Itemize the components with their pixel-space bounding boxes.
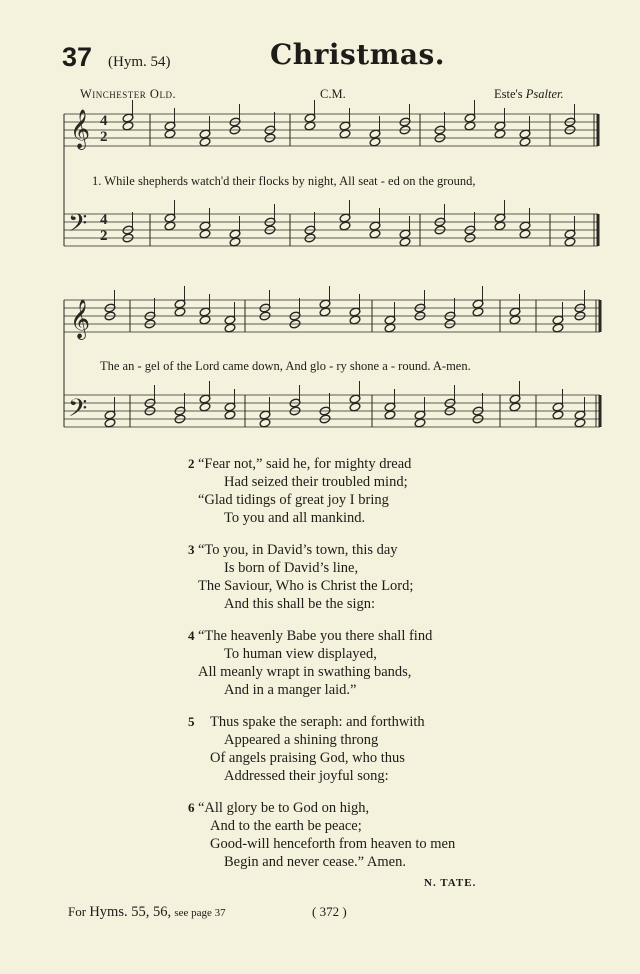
lyric-line-2: The an - gel of the Lord came down, And glo - ry shone a - round. A-men. [100, 359, 471, 373]
svg-text:𝄞: 𝄞 [70, 299, 91, 339]
verse [188, 455, 455, 527]
footer-note: For Hyms. 55, 56, see page 37 [68, 904, 226, 920]
verse-line: Addressed their joyful song: [224, 768, 389, 784]
verse-line: And in a manger laid.” [224, 682, 357, 698]
verse-number: 2 [188, 456, 195, 471]
verse-line: The Saviour, Who is Christ the Lord; [198, 578, 414, 594]
verse-line: And this shall be the sign: [224, 596, 376, 612]
verse-line: And to the earth be peace; [210, 818, 362, 834]
verse-line: Is born of David’s line, [224, 560, 359, 576]
tune-source: Este's Psalter. [494, 87, 564, 101]
svg-text:𝄢: 𝄢 [68, 394, 88, 429]
meter: C.M. [320, 87, 346, 101]
svg-text:𝄢: 𝄢 [68, 209, 88, 244]
verse-number: 5 [188, 714, 195, 729]
verse-line: To you and all mankind. [224, 510, 366, 526]
alt-hymn-number: (Hym. 54) [108, 54, 171, 70]
verse [188, 627, 455, 699]
verse-line: Had seized their troubled mind; [224, 474, 408, 490]
page-number: ( 372 ) [312, 904, 347, 919]
verse-line: Appeared a shining throng [224, 732, 379, 748]
author: N. TATE. [424, 877, 477, 889]
verse-line: “Fear not,” said he, for mighty dread [198, 456, 412, 472]
verse-number: 6 [188, 800, 195, 815]
svg-text:2: 2 [100, 129, 108, 145]
hymn-number: 37 [62, 42, 93, 72]
verse-line: Begin and never cease.” Amen. [224, 854, 406, 870]
svg-text:𝄞: 𝄞 [70, 109, 91, 149]
verse-line: Thus spake the seraph: and forthwith [210, 714, 425, 730]
svg-text:2: 2 [100, 228, 108, 244]
verse-line: “Glad tidings of great joy I bring [198, 492, 389, 508]
verse-line: “The heavenly Babe you there shall find [198, 628, 433, 644]
svg-text:4: 4 [100, 113, 108, 129]
hymn-title: Christmas. [270, 38, 446, 71]
tune-name: Winchester Old. [80, 87, 177, 101]
lyric-line-1: 1. While shepherds watch'd their flocks by night, All seat - ed on the ground, [92, 174, 476, 188]
verse [188, 799, 455, 871]
verse-line: Good-will henceforth from heaven to men [210, 836, 456, 852]
verse-line: “To you, in David’s town, this day [198, 542, 398, 558]
verse-line: All meanly wrapt in swathing bands, [198, 664, 412, 680]
verse-line: To human view displayed, [224, 646, 377, 662]
svg-text:4: 4 [100, 212, 108, 228]
verse-line: Of angels praising God, who thus [210, 750, 405, 766]
verse-number: 4 [188, 628, 195, 643]
verse [188, 713, 455, 785]
verse [188, 541, 455, 613]
verses [188, 455, 455, 885]
verse-number: 3 [188, 542, 195, 557]
verse-line: “All glory be to God on high, [198, 800, 370, 816]
music-score [0, 0, 640, 450]
